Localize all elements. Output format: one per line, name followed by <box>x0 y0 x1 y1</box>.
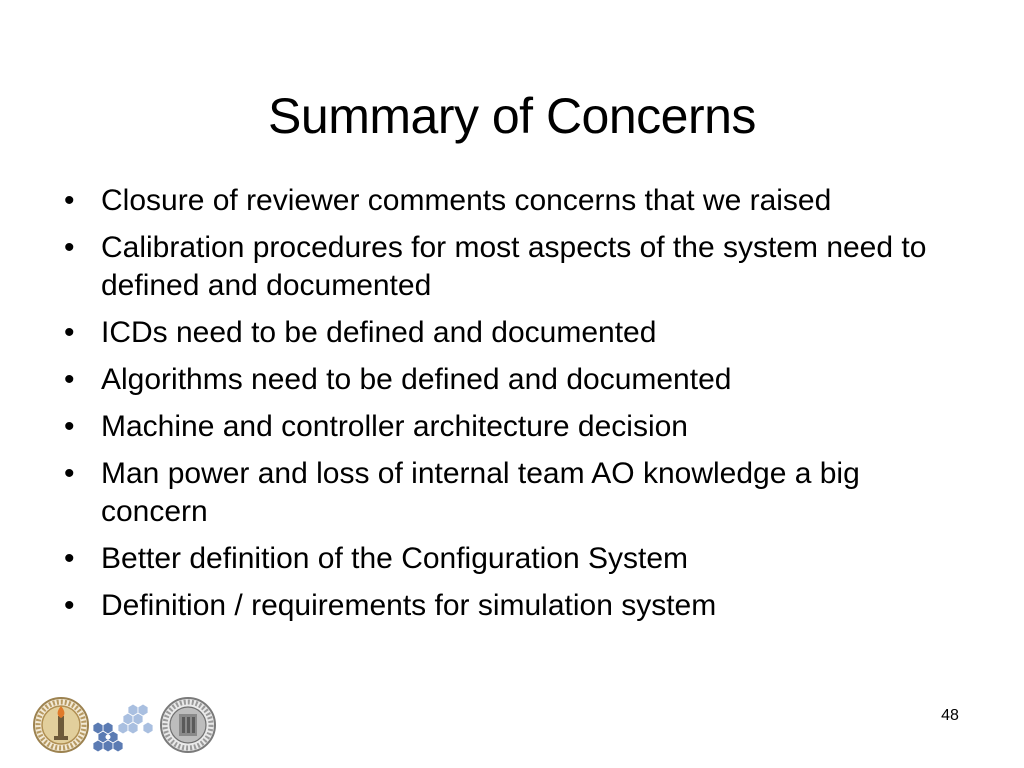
hexagon-center-dot <box>106 735 111 740</box>
bullet-item <box>60 314 960 352</box>
bullet-marker: • <box>64 410 75 443</box>
bullet-marker: • <box>64 231 75 264</box>
bullet-text: Definition / requirements for simulation system <box>101 589 717 622</box>
bullet-text: Machine and controller architecture decision <box>101 410 688 443</box>
bullet-marker: • <box>64 457 75 490</box>
bullet-item <box>60 587 960 625</box>
bullet-text: Calibration procedures for most aspects of the system need to defined and documented <box>101 231 927 302</box>
logo-strip-graphic <box>30 692 220 756</box>
bullet-item <box>60 182 960 220</box>
bullet-marker: • <box>64 363 75 396</box>
bullet-item <box>60 361 960 399</box>
bullet-item <box>60 229 960 305</box>
caltech-seal-logo <box>34 698 88 752</box>
bullet-item <box>60 408 960 446</box>
bullet-marker: • <box>64 316 75 349</box>
bullet-marker: • <box>64 589 75 622</box>
logo-strip <box>30 692 220 756</box>
bullet-list <box>60 182 960 634</box>
bullet-text: Better definition of the Configuration System <box>101 542 688 575</box>
slide-title: Summary of Concerns <box>268 88 756 144</box>
bullet-item <box>60 455 960 531</box>
bullet-marker: • <box>64 542 75 575</box>
bullet-text: Closure of reviewer comments concerns that we raised <box>101 184 832 217</box>
page-number: 48 <box>941 707 959 724</box>
bullet-item <box>60 540 960 578</box>
university-of-california-seal-logo <box>161 698 215 752</box>
bullet-text: Algorithms need to be defined and documented <box>101 363 732 396</box>
bullet-text: ICDs need to be defined and documented <box>101 316 657 349</box>
hexagon-mirror-logo-light <box>118 704 153 734</box>
bullet-marker: • <box>64 184 75 217</box>
bullet-text: Man power and loss of internal team AO knowledge a big concern <box>101 457 860 528</box>
